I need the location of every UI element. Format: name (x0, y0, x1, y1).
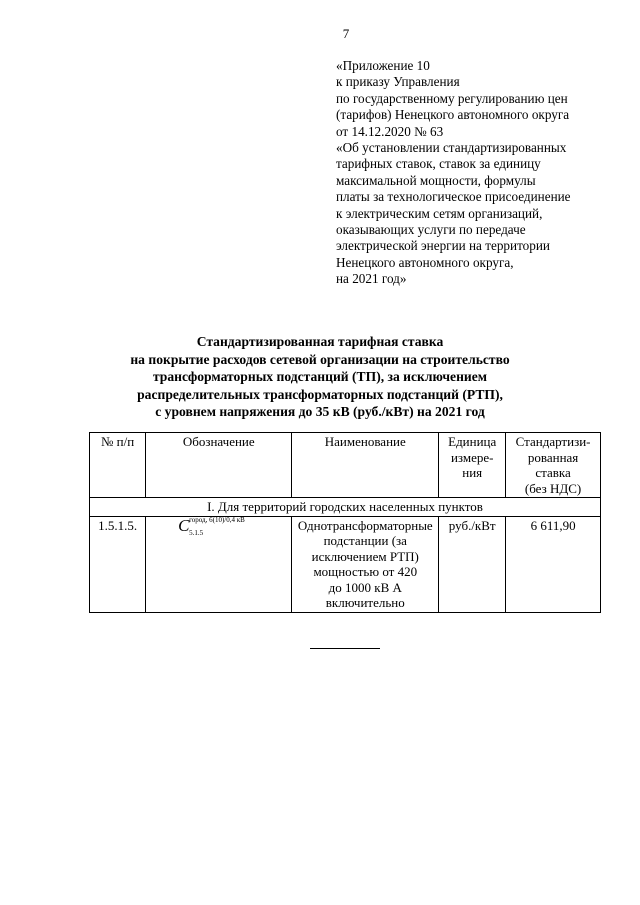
row-name-line: подстанции (за (323, 533, 407, 548)
row-rate: 6 611,90 (506, 516, 601, 612)
formula-symbol (178, 515, 259, 537)
section-title: I. Для территорий городских населенных пунктов (90, 498, 601, 517)
row-num: 1.5.1.5. (90, 516, 146, 612)
appendix-line: Ненецкого автономного округа, (336, 254, 514, 270)
document-heading (0, 333, 640, 421)
appendix-line: на 2021 год» (336, 271, 407, 287)
header-unit-line: ния (462, 465, 483, 480)
appendix-line: максимальной мощности, формулы (336, 172, 536, 188)
header-unit (439, 433, 506, 498)
header-name: Наименование (292, 433, 439, 498)
heading-line: с уровнем напряжения до 35 кВ (руб./кВт) на 2021 год (155, 404, 485, 419)
appendix-line: «Приложение 10 (336, 58, 430, 73)
appendix-line: к электрическим сетям организаций, (336, 205, 543, 221)
header-num: № п/п (90, 433, 146, 498)
appendix-line: электрической энергии на территории (336, 238, 550, 254)
header-symbol: Обозначение (146, 433, 292, 498)
appendix-line: (тарифов) Ненецкого автономного округа (336, 107, 570, 123)
appendix-block (336, 58, 606, 288)
symbol-superscript: город, 6(10)/0,4 кВ (189, 515, 245, 524)
row-name-line: включительно (325, 595, 405, 610)
header-unit-line: Единица (448, 434, 497, 449)
header-unit-line: измере- (450, 449, 494, 465)
header-rate-line: Стандартизи- (515, 434, 591, 449)
appendix-line: к приказу Управления (336, 74, 460, 90)
row-symbol (146, 516, 292, 612)
row-name (292, 516, 439, 612)
header-rate-line: рованная (527, 449, 579, 465)
appendix-line: от 14.12.2020 № 63 (336, 123, 444, 139)
appendix-line: по государственному регулированию цен (336, 90, 568, 106)
row-name-line: исключением РТП) (311, 548, 419, 564)
row-name-line: до 1000 кВ А (328, 579, 402, 595)
table-header-row (90, 433, 601, 498)
row-unit: руб./кВт (439, 516, 506, 612)
heading-line: трансформаторных подстанций (ТП), за исключением (152, 369, 488, 384)
page-number: 7 (342, 26, 350, 41)
appendix-line: тарифных ставок, ставок за единицу (336, 156, 541, 172)
footer-divider (310, 648, 380, 649)
row-name-line: Однотрансформаторные (297, 517, 433, 533)
table-row (90, 516, 601, 612)
appendix-line: платы за технологическое присоединение (336, 189, 571, 205)
header-rate-line: (без НДС) (524, 480, 582, 496)
section-row (90, 498, 601, 517)
symbol-base: C (178, 515, 190, 535)
header-rate-line: ставка (535, 465, 571, 480)
heading-line: распределительных трансформаторных подстанций (РТП), (137, 386, 503, 402)
symbol-subscript: 5.1.5 (189, 528, 204, 537)
heading-line: Стандартизированная тарифная ставка (196, 334, 444, 349)
row-name-line: мощностью от 420 (313, 564, 418, 579)
appendix-line: «Об установлении стандартизированных (336, 140, 567, 156)
heading-line: на покрытие расходов сетевой организации на строительство (130, 351, 510, 367)
header-rate (506, 433, 601, 498)
tariff-table (89, 432, 601, 613)
appendix-line: оказывающих услуги по передаче (336, 222, 526, 238)
